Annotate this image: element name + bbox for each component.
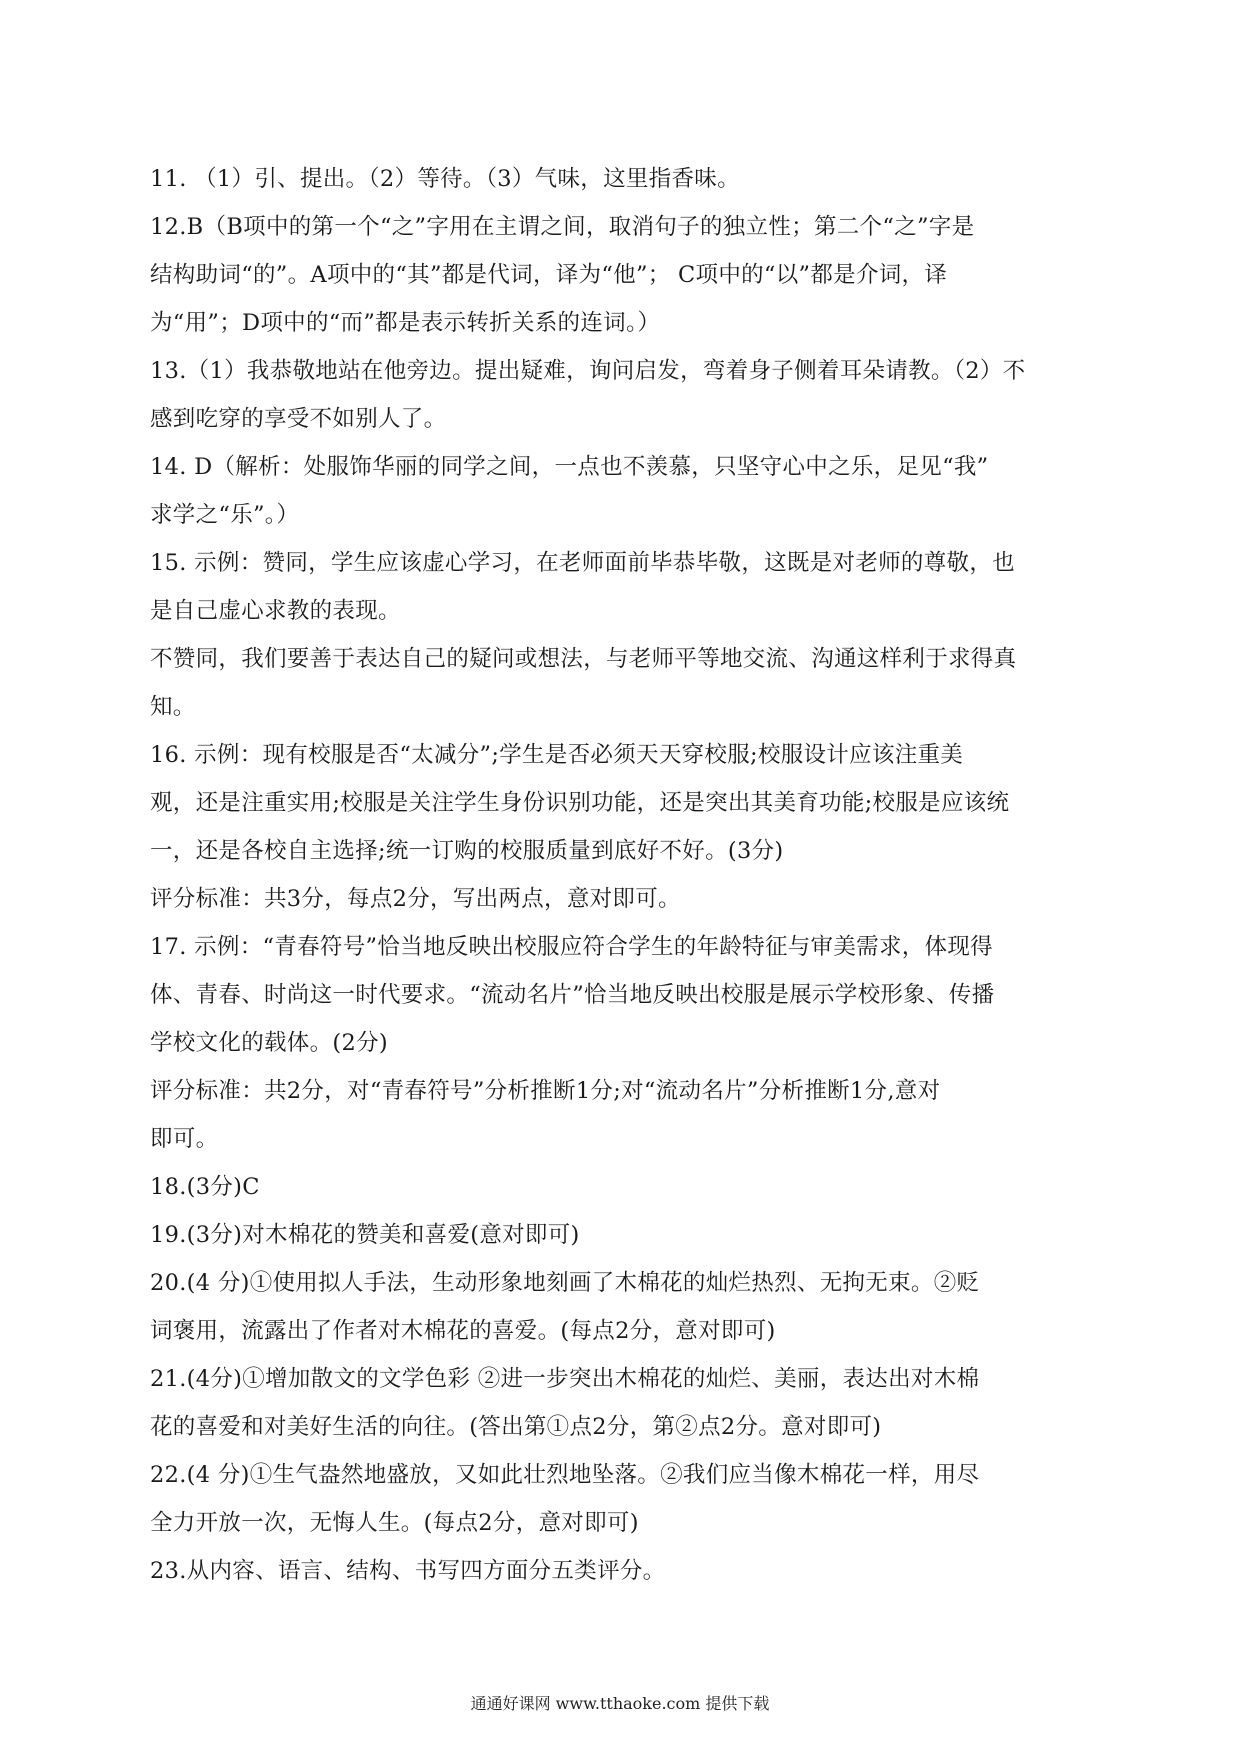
answer-line: 求学之“乐”。） <box>150 502 300 528</box>
answer-line: 观，还是注重实用;校服是关注学生身份识别功能，还是突出其美育功能;校服是应该统 <box>150 790 1010 816</box>
answer-line: 词褒用，流露出了作者对木棉花的喜爱。(每点2分，意对即可) <box>150 1318 776 1344</box>
answer-line: 全力开放一次，无悔人生。(每点2分，意对即可) <box>150 1510 639 1536</box>
page-footer: 通通好课网 www.tthaoke.com 提供下载 <box>470 1694 770 1713</box>
answer-line: 15. 示例：赞同，学生应该虚心学习，在老师面前毕恭毕敬，这既是对老师的尊敬，也 <box>150 550 1015 576</box>
answer-line: 为“用”；D项中的“而”都是表示转折关系的连词。） <box>150 310 661 336</box>
answer-line: 评分标准：共2分，对“青春符号”分析推断1分;对“流动名片”分析推断1分,意对 <box>150 1078 941 1104</box>
answer-line: 12.B（B项中的第一个“之”字用在主谓之间，取消句子的独立性；第二个“之”字是 <box>150 214 975 240</box>
answer-line: 18.(3分)C <box>150 1174 260 1200</box>
answer-line: 17. 示例：“青春符号”恰当地反映出校服应符合学生的年龄特征与审美需求，体现得 <box>150 934 993 960</box>
answer-line: 22.(4 分)①生气盎然地盛放，又如此壮烈地坠落。②我们应当像木棉花一样，用尽 <box>150 1462 980 1488</box>
answer-line: 21.(4分)①增加散文的文学色彩 ②进一步突出木棉花的灿烂、美丽，表达出对木棉 <box>150 1366 980 1392</box>
answer-line: 不赞同，我们要善于表达自己的疑问或想法，与老师平等地交流、沟通这样利于求得真 <box>150 646 1017 672</box>
answer-line: 19.(3分)对木棉花的赞美和喜爱(意对即可) <box>150 1222 580 1248</box>
answer-line: 23.从内容、语言、结构、书写四方面分五类评分。 <box>150 1558 666 1584</box>
answer-line: 评分标准：共3分，每点2分，写出两点，意对即可。 <box>150 886 681 912</box>
answer-line: 一，还是各校自主选择;统一订购的校服质量到底好不好。(3分) <box>150 838 784 864</box>
answer-line: 是自己虚心求教的表现。 <box>150 598 401 624</box>
answer-line: 结构助词“的”。A项中的“其”都是代词，译为“他”； C项中的“以”都是介词，译 <box>150 262 948 288</box>
answer-line: 感到吃穿的享受不如别人了。 <box>150 406 447 432</box>
answer-line: 14. D（解析：处服饰华丽的同学之间，一点也不羡慕，只坚守心中之乐，足见“我” <box>150 454 989 480</box>
answer-line: 11. （1）引、提出。（2）等待。（3）气味，这里指香味。 <box>150 166 740 192</box>
answer-line: 16. 示例：现有校服是否“太减分”;学生是否必须天天穿校服;校服设计应该注重美 <box>150 742 964 768</box>
answer-line: 学校文化的载体。(2分) <box>150 1030 388 1056</box>
answer-line: 即可。 <box>150 1126 219 1152</box>
answer-text-block <box>150 155 1100 1595</box>
answer-line: 13.（1）我恭敬地站在他旁边。提出疑难，询问启发，弯着身子侧着耳朵请教。（2）不 <box>150 358 1026 384</box>
answer-line: 体、青春、时尚这一时代要求。“流动名片”恰当地反映出校服是展示学校形象、传播 <box>150 982 995 1008</box>
answer-line: 20.(4 分)①使用拟人手法，生动形象地刻画了木棉花的灿烂热烈、无拘无束。②贬 <box>150 1270 980 1296</box>
answer-line: 知。 <box>150 694 196 720</box>
answer-line: 花的喜爱和对美好生活的向往。(答出第①点2分，第②点2分。意对即可) <box>150 1414 882 1440</box>
